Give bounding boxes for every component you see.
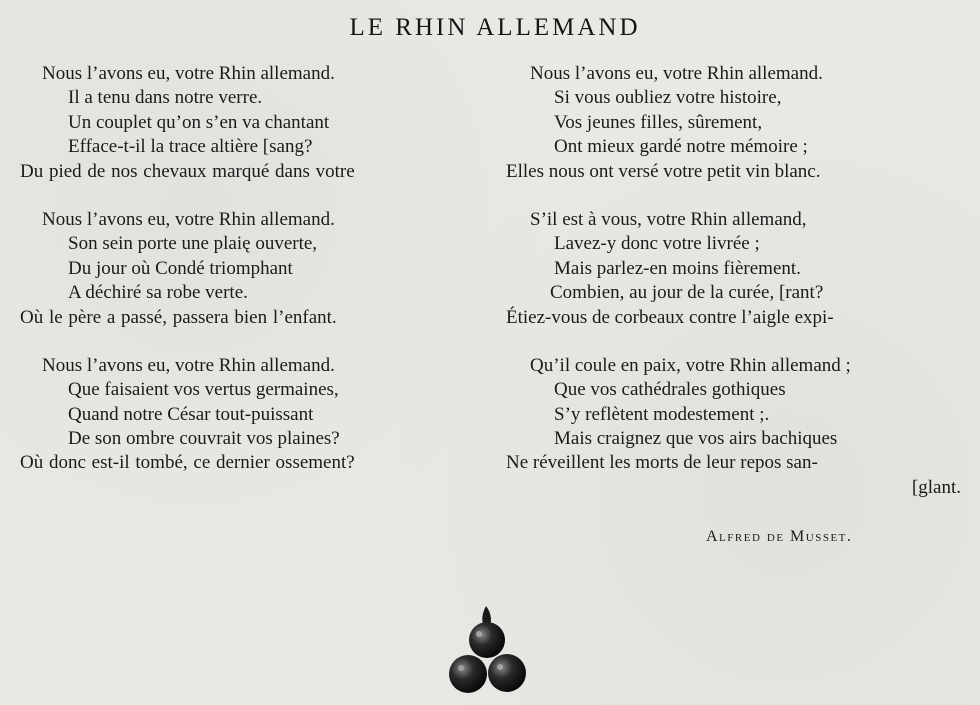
stanza [506,62,961,184]
verse-line: Il a tenu dans notre verre. [68,87,263,109]
stanza [506,208,961,330]
author-signature: Alfred de Musset. [706,528,853,545]
verse-line: Étiez-vous de corbeaux contre l’aigle expi- [506,306,834,328]
verse-line: Nous l’avons eu, votre Rhin allemand. [42,354,335,376]
verse-line: Si vous oubliez votre histoire, [554,87,782,109]
verse-line: Mais parlez-en moins fièrement. [554,257,801,279]
verse-line: Efface-t-il la trace altière [sang? [68,136,313,158]
verse-line: S’y reflètent modestement ;. [554,403,770,425]
verse-line: Combien, au jour de la curée, [rant? [550,282,824,304]
stanza [20,208,475,330]
poem-title: LE RHIN ALLEMAND [349,14,641,41]
verse-line: Du pied de nos chevaux marqué dans votre [20,160,355,182]
verse-line: Nous l’avons eu, votre Rhin allemand. [42,208,335,230]
stanza [506,354,961,500]
verse-line: Son sein porte une plaię ouverte, [68,233,318,255]
right-column [506,62,961,524]
verse-line: Ne réveillent les morts de leur repos san- [506,452,818,474]
verse-line: Qu’il coule en paix, votre Rhin allemand ; [530,354,851,376]
verse-line: Quand notre César tout-puissant [68,403,314,425]
verse-line: Où donc est-il tombé, ce dernier ossement? [20,452,355,474]
verse-line: Elles nous ont versé votre petit vin blanc. [506,160,821,182]
three-apples-ornament-icon [446,600,530,700]
verse-line: Mais craignez que vos airs bachiques [554,428,838,450]
verse-line: De son ombre couvrait vos plaines? [68,428,340,450]
verse-line: [glant. [911,476,961,498]
stanza [20,62,475,184]
verse-line: A déchiré sa robe verte. [68,282,248,304]
verse-line: Nous l’avons eu, votre Rhin allemand. [42,63,335,84]
verse-line: S’il est à vous, votre Rhin allemand, [530,208,807,230]
verse-line: Où le père a passé, passera bien l’enfant. [20,306,337,328]
verse-line: Vos jeunes filles, sûrement, [554,111,763,133]
stanza [20,354,475,476]
verse-line: Nous l’avons eu, votre Rhin allemand. [530,63,823,84]
verse-line: Lavez-y donc votre livrée ; [554,233,760,255]
verse-line: Que vos cathédrales gothiques [554,379,786,401]
left-column [20,62,475,500]
verse-line: Que faisaient vos vertus germaines, [68,379,339,401]
verse-line: Du jour où Condé triomphant [68,257,293,279]
verse-line: Ont mieux gardé notre mémoire ; [554,136,808,158]
verse-line: Un couplet qu’on s’en va chantant [68,111,330,133]
